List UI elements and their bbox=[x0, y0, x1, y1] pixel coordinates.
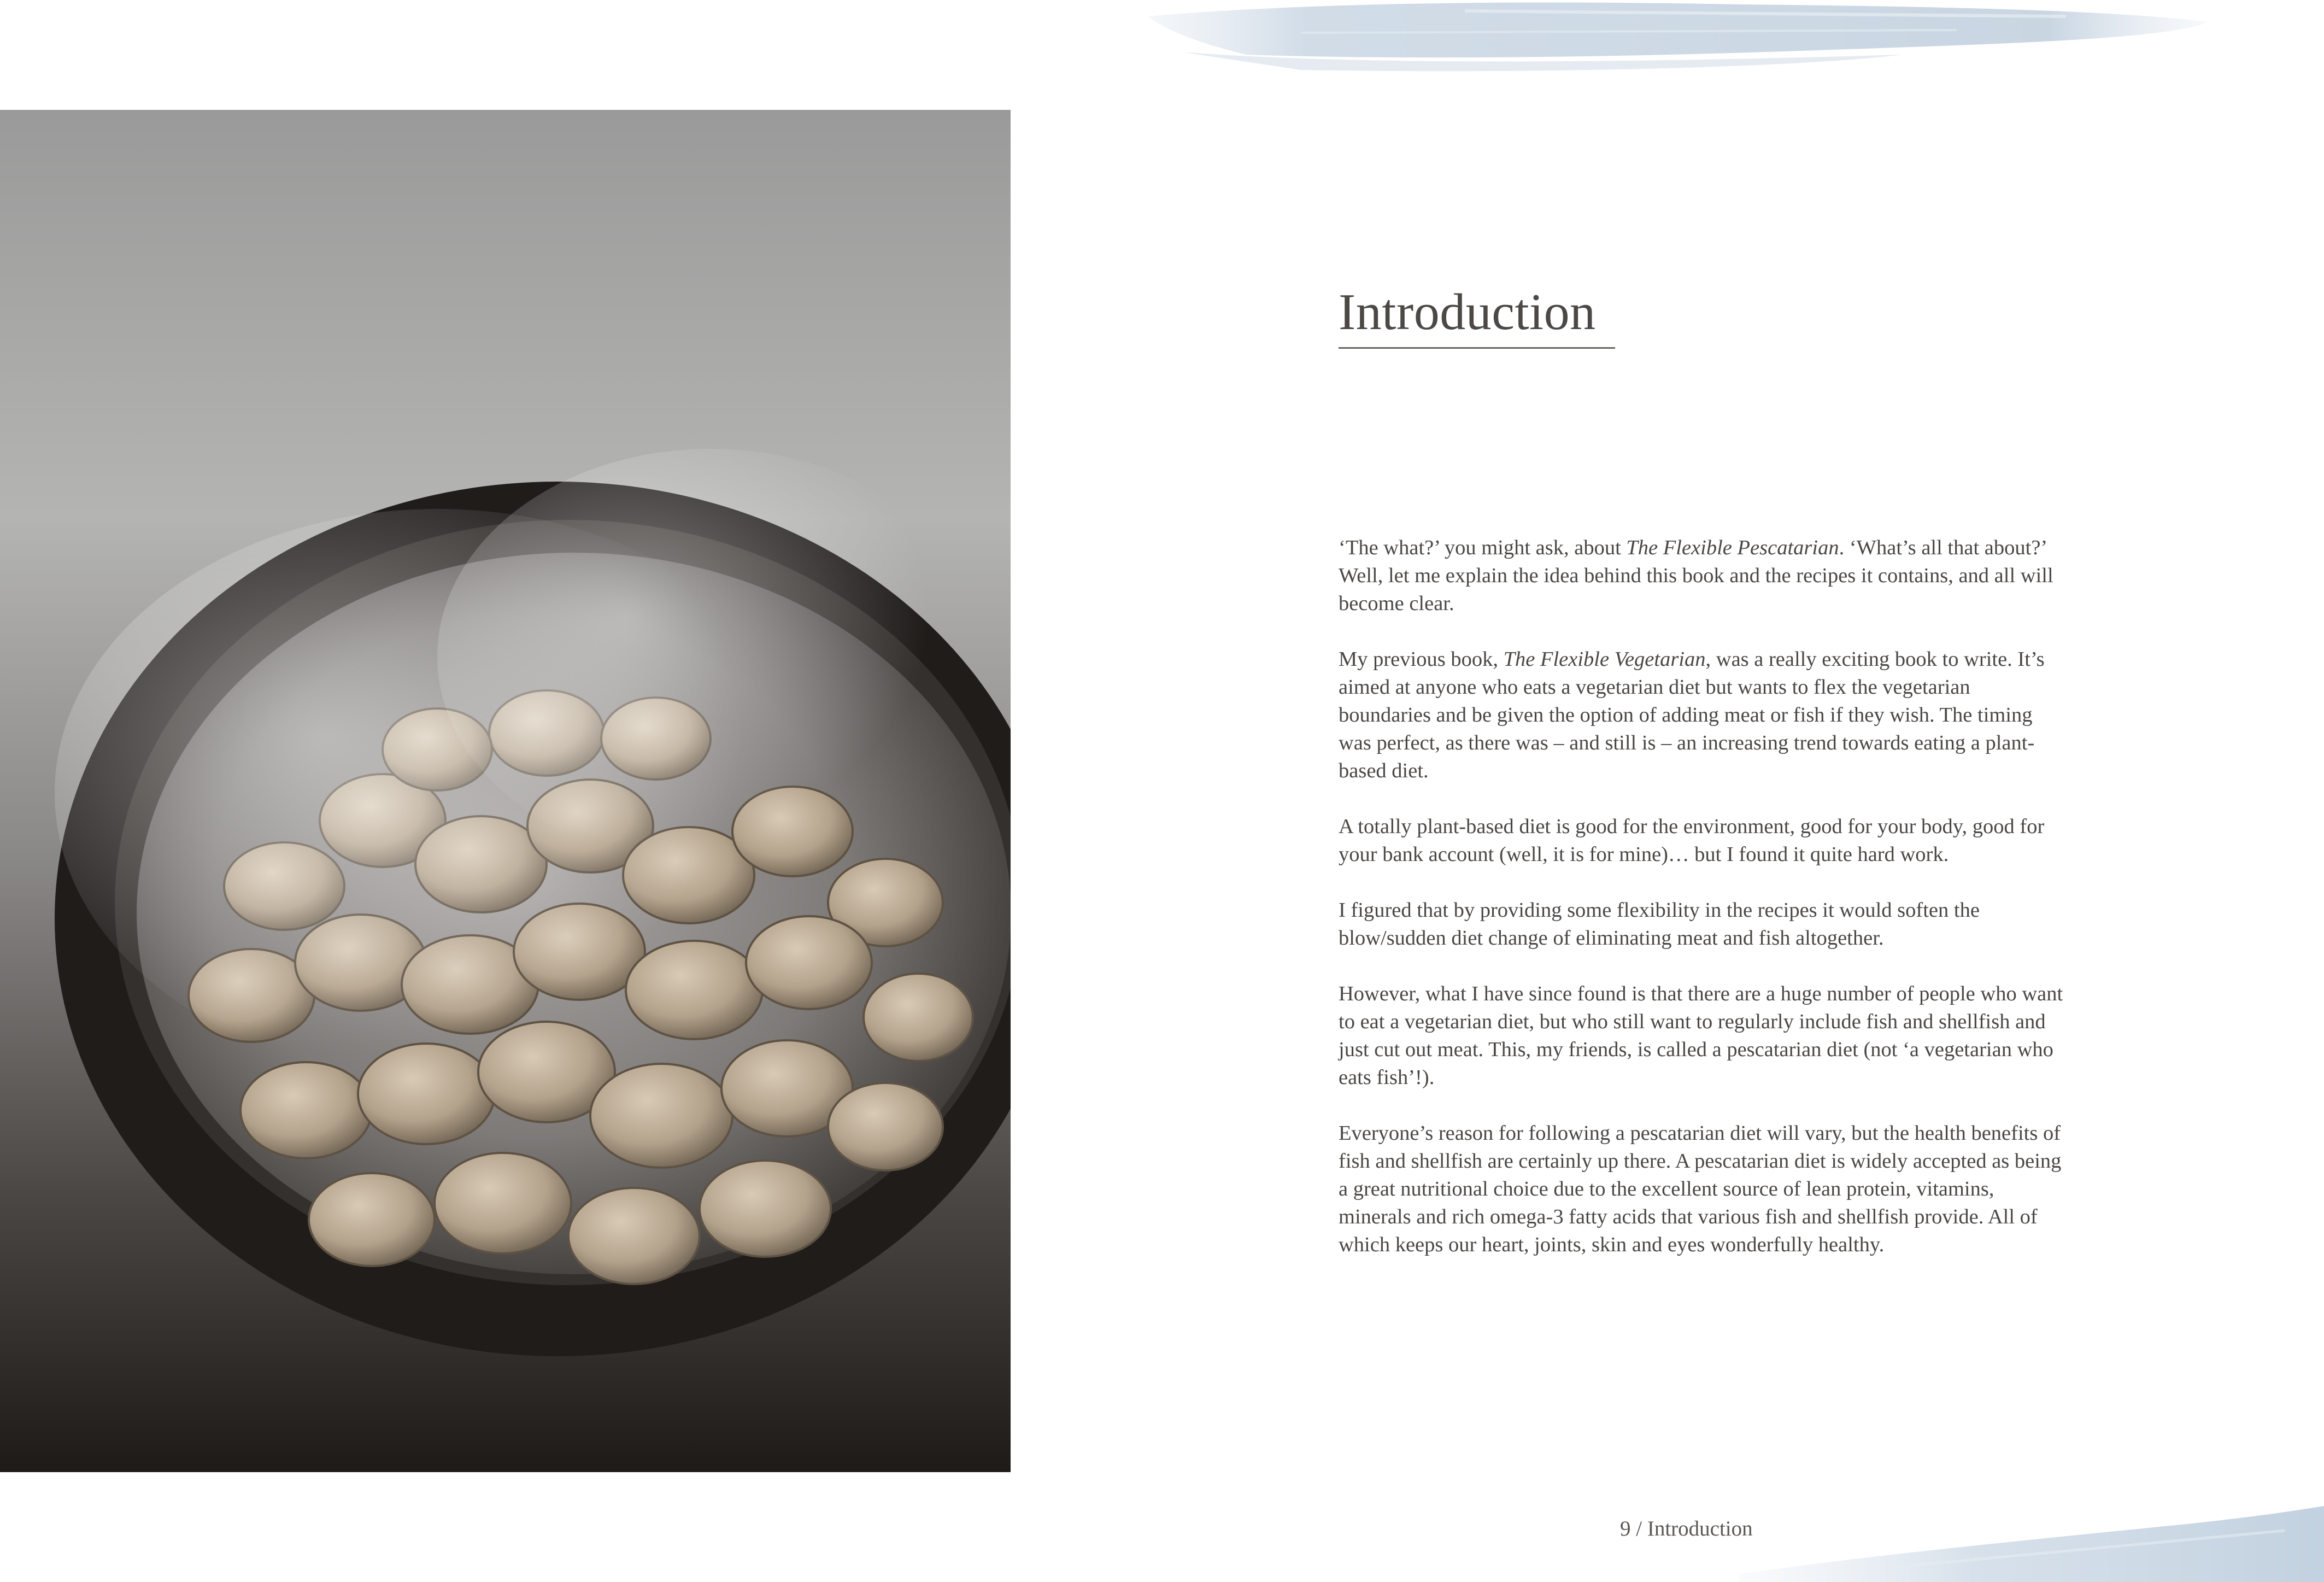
paragraph-text: . ‘What’s all that about?’ Well, let me explain the idea behind this book and the recipes it contains, and all will become clear. bbox=[1339, 536, 2053, 615]
book-title: The Flexible Vegetarian bbox=[1503, 648, 1706, 671]
bowl-of-clams-photo bbox=[0, 110, 1011, 1472]
paragraph-text: , was a really exciting book to write. It’s aimed at anyone who eats a vegetarian diet but wants to flex the vegetarian boundaries and be given the option of adding meat or fish if they wish. The timing was perfect, as there was – and still is – an increasing trend towards eating a plant-based diet. bbox=[1339, 648, 2045, 782]
paragraph: I figured that by providing some flexibility in the recipes it would soften the blow/sudden diet change of eliminating meat and fish altogether. bbox=[1339, 899, 1980, 950]
paragraph bbox=[1339, 646, 2065, 785]
paragraph-text: ‘The what?’ you might ask, about bbox=[1339, 536, 1627, 559]
page-footer: 9 / Introduction bbox=[1620, 1517, 1753, 1540]
clams-photo bbox=[0, 110, 1011, 1472]
paragraph-text: My previous book, bbox=[1339, 648, 1504, 671]
intro-body bbox=[1339, 534, 2065, 1287]
brush-stroke-top bbox=[1137, 0, 2230, 77]
paragraph bbox=[1339, 534, 2065, 618]
page-title: Introduction bbox=[1339, 284, 1596, 341]
paragraph: Everyone’s reason for following a pescatarian diet will vary, but the health benefits of fish and shellfish are certainly up there. A pescatarian diet is widely accepted as being a great nutritional choice due to the excellent source of lean protein, vitamins, minerals and rich omega-3 fatty acids that various fish and shellfish provide. All of which keeps our heart, joints, skin and eyes wonderfully healthy. bbox=[1339, 1122, 2062, 1256]
paragraph: A totally plant-based diet is good for the environment, good for your body, good for your bank account (well, it is for mine)… but I found it quite hard work. bbox=[1339, 815, 2045, 866]
book-title: The Flexible Pescatarian bbox=[1626, 536, 1839, 559]
paragraph: However, what I have since found is that there are a huge number of people who want to eat a vegetarian diet, but who still want to regularly include fish and shellfish and just cut out meat. This, my friends, is called a pescatarian diet (not ‘a vegetarian who eats fish’!). bbox=[1339, 982, 2063, 1089]
heading-block bbox=[1339, 284, 1615, 349]
brush-stroke-bottom bbox=[1738, 1492, 2324, 1582]
title-underline bbox=[1339, 347, 1615, 349]
